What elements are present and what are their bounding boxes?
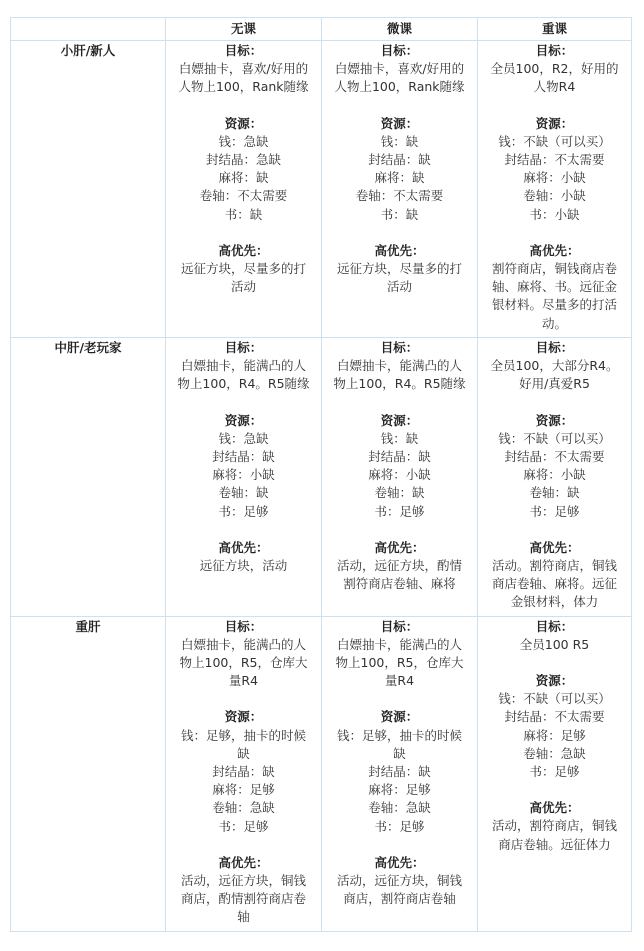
priority-line: 活动。割符商店，铜钱 <box>491 558 617 574</box>
priority-line: 活动，远征方块，酌情 <box>336 558 462 574</box>
resource-line: 书：缺 <box>380 206 419 222</box>
resource-line: 麻将：小缺 <box>523 467 586 483</box>
col-header-micro: 微课 <box>322 18 478 41</box>
resource-line: 封结晶：不太需要 <box>504 152 605 168</box>
priority-heading: 高优先： <box>529 242 580 258</box>
goal-line: 量R4 <box>228 673 259 689</box>
resource-line: 封结晶：不太需要 <box>504 709 605 725</box>
goal-line: 白嫖抽卡，喜欢/好用的 <box>178 61 309 77</box>
goal-line: 全员100 R5 <box>519 636 590 652</box>
resource-line: 钱：急缺 <box>218 133 269 149</box>
strategy-table <box>10 17 632 932</box>
section-spacer <box>168 97 319 115</box>
priority-heading: 高优先： <box>218 854 269 870</box>
resource-line: 封结晶：缺 <box>368 449 431 465</box>
priority-line: 动。 <box>541 315 567 331</box>
resource-line: 钱：不缺（可以买） <box>498 430 611 446</box>
resource-line: 麻将：足够 <box>212 782 275 798</box>
priority-line: 割符商店，铜钱商店卷 <box>491 261 617 277</box>
goal-line: 好用/真爱R5 <box>519 376 590 392</box>
cell-micro <box>322 41 478 338</box>
header-row <box>11 18 632 41</box>
goal-heading: 目标： <box>224 43 263 58</box>
resources-heading: 资源： <box>224 115 263 131</box>
resource-line: 书：缺 <box>224 206 263 222</box>
priority-line: 商店，酌情割符商店卷 <box>180 891 306 907</box>
resource-line: 卷轴：小缺 <box>523 188 586 204</box>
goal-line: 物上100，R4。R5随缘 <box>177 376 310 392</box>
goal-heading: 目标： <box>380 618 419 634</box>
section-spacer <box>324 836 475 854</box>
priority-line: 银材料。尽量多的打活 <box>491 297 617 313</box>
resource-line: 麻将：缺 <box>218 170 269 186</box>
goal-line: 白嫖抽卡，能满凸的人 <box>180 358 306 374</box>
goal-heading: 目标： <box>224 618 263 634</box>
resource-line: 钱：缺 <box>380 430 419 446</box>
goal-heading: 目标： <box>380 43 419 58</box>
priority-line: 远征方块，活动 <box>199 558 288 574</box>
resource-line: 钱：不缺（可以买） <box>498 133 611 149</box>
resources-heading: 资源： <box>224 709 263 725</box>
goal-heading: 目标： <box>535 340 574 355</box>
cell-none <box>166 338 322 617</box>
resource-line: 缺 <box>393 745 406 761</box>
resource-line: 钱：足够，抽卡的时候 <box>336 727 462 743</box>
goal-line: 白嫖抽卡，能满凸的人 <box>336 358 462 374</box>
resource-line: 钱：缺 <box>380 133 419 149</box>
priority-heading: 高优先： <box>529 800 580 816</box>
row-header: 中肝/老玩家 <box>11 338 166 617</box>
resource-line: 书：小缺 <box>529 206 580 222</box>
goal-line: 物上100，R5，仓库大 <box>179 655 308 671</box>
resource-line: 麻将：足够 <box>523 727 586 743</box>
priority-line: 活动，远征方块，铜钱 <box>180 873 306 889</box>
col-header-none: 无课 <box>166 18 322 41</box>
row-header: 小肝/新人 <box>11 41 166 338</box>
section-spacer <box>168 224 319 242</box>
resource-line: 书：足够 <box>529 764 580 780</box>
resources-heading: 资源： <box>535 673 574 689</box>
section-spacer <box>324 97 475 115</box>
section-spacer <box>480 521 629 539</box>
resources-heading: 资源： <box>535 115 574 131</box>
resource-line: 封结晶：缺 <box>212 449 275 465</box>
resource-line: 卷轴：不太需要 <box>355 188 444 204</box>
resource-line: 书：足够 <box>374 818 425 834</box>
resource-line: 封结晶：缺 <box>368 764 431 780</box>
priority-line: 活动 <box>386 279 412 295</box>
resource-line: 钱：足够，抽卡的时候 <box>180 727 306 743</box>
section-spacer <box>168 521 319 539</box>
resource-line: 书：足够 <box>374 503 425 519</box>
goal-line: 白嫖抽卡，能满凸的人 <box>180 636 306 652</box>
section-spacer <box>168 394 319 412</box>
resource-line: 麻将：缺 <box>374 170 425 186</box>
priority-line: 远征方块，尽量多的打 <box>180 261 306 277</box>
priority-heading: 高优先： <box>218 539 269 555</box>
cell-none <box>166 41 322 338</box>
section-spacer <box>480 654 629 672</box>
priority-heading: 高优先： <box>218 242 269 258</box>
priority-heading: 高优先： <box>374 539 425 555</box>
goal-line: 物上100，R5，仓库大 <box>335 655 464 671</box>
corner-cell <box>11 18 166 41</box>
section-spacer <box>168 690 319 708</box>
resource-line: 钱：不缺（可以买） <box>498 691 611 707</box>
resource-line: 麻将：小缺 <box>368 467 431 483</box>
goal-heading: 目标： <box>535 618 574 634</box>
resource-line: 封结晶：急缺 <box>205 152 281 168</box>
resource-line: 书：足够 <box>218 818 269 834</box>
resources-heading: 资源： <box>380 709 419 725</box>
resources-heading: 资源： <box>380 412 419 428</box>
goal-line: 量R4 <box>384 673 415 689</box>
priority-heading: 高优先： <box>374 854 425 870</box>
goal-line: 白嫖抽卡，能满凸的人 <box>336 636 462 652</box>
priority-line: 活动，远征方块，铜钱 <box>336 873 462 889</box>
priority-heading: 高优先： <box>374 242 425 258</box>
goal-heading: 目标： <box>380 340 419 355</box>
resource-line: 麻将：小缺 <box>212 467 275 483</box>
priority-line: 商店卷轴。远征体力 <box>498 836 611 852</box>
table-row <box>11 338 632 617</box>
resources-heading: 资源： <box>224 412 263 428</box>
goal-heading: 目标： <box>535 43 574 58</box>
resource-line: 卷轴：缺 <box>529 485 580 501</box>
section-spacer <box>480 781 629 799</box>
resources-heading: 资源： <box>535 412 574 428</box>
priority-line: 轴 <box>237 909 250 925</box>
goal-line: 人物上100，Rank随缘 <box>178 79 309 95</box>
table-row <box>11 41 632 338</box>
section-spacer <box>480 97 629 115</box>
cell-micro <box>322 338 478 617</box>
section-spacer <box>324 394 475 412</box>
cell-none <box>166 616 322 931</box>
resource-line: 麻将：足够 <box>368 782 431 798</box>
goal-line: 全员100，R2，好用的 <box>490 61 619 77</box>
goal-heading: 目标： <box>224 340 263 355</box>
resource-line: 卷轴：急缺 <box>212 800 275 816</box>
priority-line: 割符商店卷轴、麻将 <box>343 576 456 592</box>
resource-line: 卷轴：不太需要 <box>199 188 288 204</box>
resource-line: 钱：急缺 <box>218 430 269 446</box>
resource-line: 书：足够 <box>218 503 269 519</box>
resource-line: 封结晶：不太需要 <box>504 449 605 465</box>
section-spacer <box>324 690 475 708</box>
goal-line: 物上100，R4。R5随缘 <box>333 376 466 392</box>
row-header: 重肝 <box>11 616 166 931</box>
resource-line: 卷轴：缺 <box>374 485 425 501</box>
resource-line: 书：足够 <box>529 503 580 519</box>
goal-line: 白嫖抽卡，喜欢/好用的 <box>334 61 465 77</box>
cell-micro <box>322 616 478 931</box>
priority-line: 活动，割符商店，铜钱 <box>491 818 617 834</box>
section-spacer <box>480 224 629 242</box>
resource-line: 封结晶：缺 <box>212 764 275 780</box>
resource-line: 麻将：小缺 <box>523 170 586 186</box>
section-spacer <box>480 394 629 412</box>
priority-line: 活动 <box>230 279 256 295</box>
col-header-heavy: 重课 <box>478 18 632 41</box>
priority-line: 金银材料，体力 <box>510 594 599 610</box>
resource-line: 封结晶：缺 <box>368 152 431 168</box>
section-spacer <box>324 521 475 539</box>
table-row <box>11 616 632 931</box>
resource-line: 卷轴：急缺 <box>368 800 431 816</box>
priority-heading: 高优先： <box>529 539 580 555</box>
priority-line: 商店卷轴、麻将。远征 <box>491 576 617 592</box>
cell-heavy <box>478 338 632 617</box>
priority-line: 商店，割符商店卷轴 <box>343 891 456 907</box>
goal-line: 人物上100，Rank随缘 <box>334 79 465 95</box>
goal-line: 人物R4 <box>533 79 576 95</box>
cell-heavy <box>478 41 632 338</box>
cell-heavy <box>478 616 632 931</box>
resources-heading: 资源： <box>380 115 419 131</box>
priority-line: 轴、麻将、书。远征金 <box>491 279 617 295</box>
section-spacer <box>324 224 475 242</box>
resource-line: 卷轴：缺 <box>218 485 269 501</box>
goal-line: 全员100，大部分R4。 <box>490 358 619 374</box>
section-spacer <box>168 836 319 854</box>
resource-line: 卷轴：急缺 <box>523 745 586 761</box>
priority-line: 远征方块，尽量多的打 <box>336 261 462 277</box>
resource-line: 缺 <box>237 745 250 761</box>
